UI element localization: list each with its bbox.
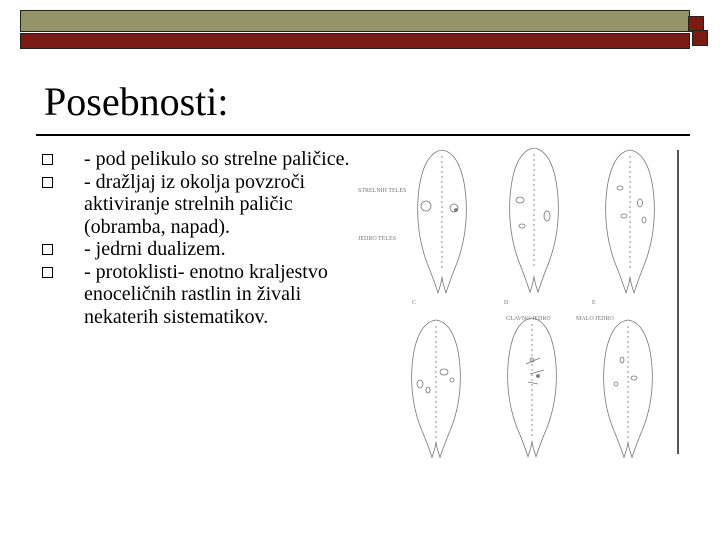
hollow-square-bullet-icon — [42, 267, 53, 278]
decorative-header-bar — [20, 10, 708, 40]
bullet-item — [40, 238, 370, 261]
bullet-item — [40, 261, 370, 329]
figure-label: MALO JEDRO — [576, 316, 614, 322]
bullet-text: - pod pelikulo so strelne paličice. — [84, 148, 350, 170]
bullet-text: - protoklisti- enotno kraljestvo enoceličnih rastlin in živali nekaterih sistematikov. — [84, 260, 328, 328]
figure-label: STRELNIH TELES — [358, 188, 407, 194]
panel-label: E — [592, 300, 596, 306]
hollow-square-bullet-icon — [42, 154, 53, 165]
bullet-item — [40, 148, 370, 171]
paramecium-drawings — [344, 148, 684, 460]
bullet-list — [40, 148, 370, 328]
hollow-square-bullet-icon — [42, 177, 53, 188]
header-corner-square — [692, 30, 708, 46]
panel-label: C — [412, 300, 417, 306]
header-olive-stripe — [20, 10, 690, 32]
hollow-square-bullet-icon — [42, 244, 53, 255]
panel-label: D — [504, 300, 509, 306]
bullet-text: - jedrni dualizem. — [84, 238, 226, 260]
slide-title: Posebnosti: — [44, 79, 229, 124]
bullet-text: - dražljaj iz okolja povzroči aktiviranje strelnih paličic (obramba, napad). — [84, 170, 306, 238]
title-divider — [36, 134, 690, 136]
paramecium-illustration — [344, 148, 684, 460]
figure-label: GLAVNO JEDRO — [506, 316, 551, 322]
header-maroon-stripe — [20, 33, 690, 49]
bullet-item — [40, 171, 370, 239]
figure-label: JEDRO TELES — [358, 236, 397, 242]
